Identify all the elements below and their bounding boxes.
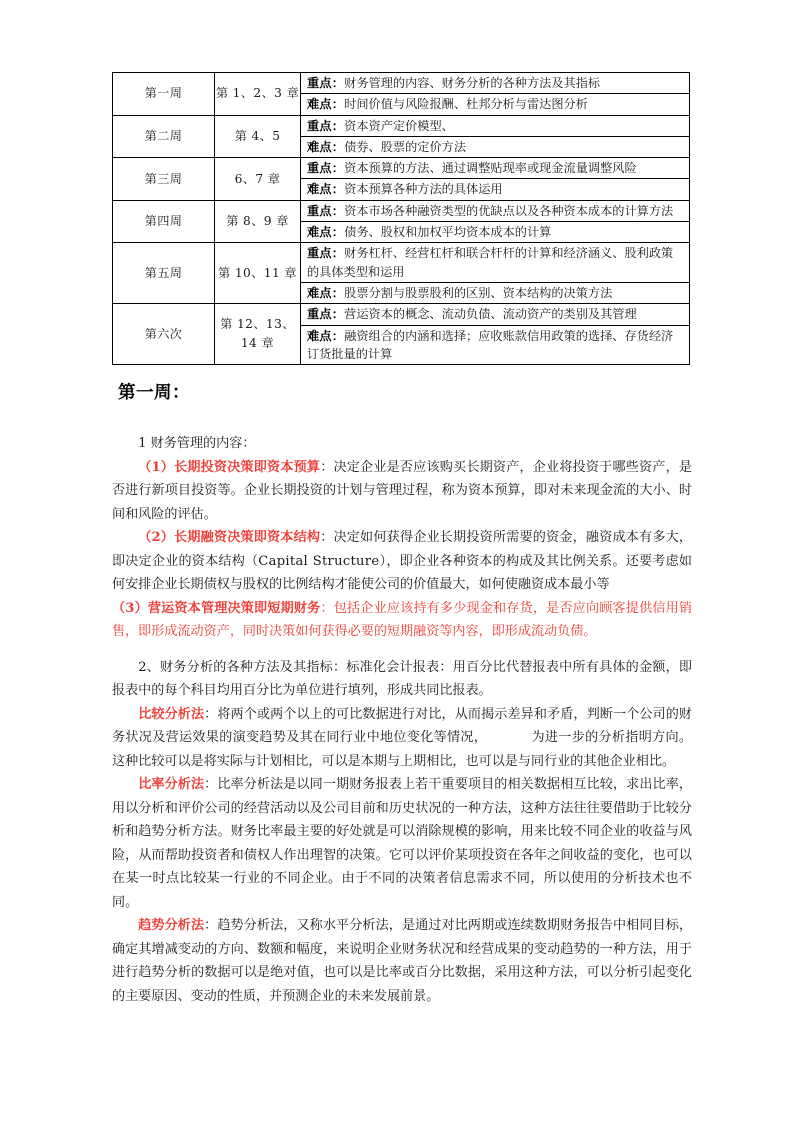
course-schedule-table-wrapper: [112, 72, 690, 365]
table-row: [113, 115, 690, 158]
paragraph-1-title: 1 财务管理的内容：: [138, 436, 256, 451]
hard-points-text: 融资组合的内涵和选择；应收账款信用政策的选择、存货经济订货批量的计算: [307, 328, 674, 361]
detail-cell: [301, 243, 690, 304]
week-label: 第五周: [113, 243, 215, 304]
table-row: [113, 158, 690, 201]
hard-points-tag: 难点：: [307, 97, 345, 112]
table-row: [113, 200, 690, 243]
hard-points-tag: 难点：: [307, 285, 345, 300]
hard-points-row: [301, 136, 689, 157]
label-long-term-financing: （2）长期融资决策即资本结构: [138, 530, 321, 545]
table-row: [113, 304, 690, 365]
key-points-tag: 重点：: [307, 203, 345, 218]
label-long-term-investment: （1）长期投资决策即资本预算: [138, 459, 321, 475]
term-capital-structure: Capital Structure: [258, 553, 380, 569]
key-points-tag: 重点：: [307, 76, 345, 90]
chapter-label: 第 4、5: [215, 115, 301, 158]
key-points-row: [301, 73, 689, 93]
hard-points-row: [301, 282, 689, 303]
chapter-label: 6、7 章: [215, 158, 301, 201]
paragraph-6-text-a: ：将两个或两个以上的可比数据进行对比，从而揭示差异和矛盾，判断一个公司的财务状况及营运效果的演变趋势及其在同行业中地位变化等情况，: [112, 706, 693, 745]
paragraph-3-text-a: ：决定如何获得企业长期投资所需要的资金，融资成本有多大，即决定企业的资本结构（: [112, 530, 692, 569]
table-row: [113, 243, 690, 304]
label-ratio-analysis: 比率分析法: [138, 777, 205, 792]
paragraph-4-text: ：包括企业应该持有多少现金和存货，是否应向顾客提供信用销售，即形成流动资产，同时决策如何获得必要的短期融资等内容，即形成流动负债。: [112, 600, 692, 639]
hard-points-text: 债券、股票的定价方法: [344, 139, 467, 154]
chapter-label: 第 12、13、14 章: [215, 304, 301, 365]
week-label: 第三周: [113, 158, 215, 201]
hard-points-tag: 难点：: [307, 328, 345, 343]
week-label: 第六次: [113, 304, 215, 365]
detail-cell: [301, 200, 690, 243]
hard-points-text: 债务、股权和加权平均资本成本的计算: [344, 225, 552, 240]
key-points-row: [301, 243, 689, 282]
key-points-row: [301, 158, 689, 178]
paragraph-5: 2、财务分析的各种方法及其指标：标准化会计报表：用百分比代替报表中所有具体的金额，即报表中的每个科目均用百分比为单位进行填列，形成共同比报表。: [112, 659, 692, 698]
key-points-tag: 重点：: [307, 307, 345, 322]
hard-points-tag: 难点：: [307, 139, 345, 154]
key-points-text: 资本资产定价模型、: [344, 118, 454, 133]
week-label: 第二周: [113, 115, 215, 158]
hard-points-row: [301, 221, 689, 242]
key-points-text: 资本预算的方法、通过调整贴现率或现金流量调整风险: [344, 161, 637, 176]
paragraph-8-text: ：趋势分析法，又称水平分析法，是通过对比两期或连续数期财务报告中相同目标，确定其增减变动的方向、数额和幅度，来说明企业财务状况和经营成果的变动趋势的一种方法，用于进行趋势分析的数据可以是绝对值，也可以是比率或百分比数据，采用这种方法，可以分析引起变化的主要原因、变动的性质，并预测企业的未来发展前景。: [112, 918, 693, 1004]
paragraph-6-text-b: 为进一步的分析指明方向。这种比较可以是将实际与计划相比，可以是本期与上期相比，也可以是与同行业的其他企业相比。: [112, 730, 693, 769]
detail-cell: [301, 158, 690, 201]
hard-points-row: [301, 93, 689, 114]
detail-cell: [301, 73, 690, 116]
week-label: 第一周: [113, 73, 215, 116]
hard-points-tag: 难点：: [307, 225, 345, 240]
chapter-label: 第 8、9 章: [215, 200, 301, 243]
key-points-tag: 重点：: [307, 246, 345, 261]
hard-points-row: [301, 325, 689, 365]
paragraph-3-text-b: ），即企业各种资本的构成及其比例关系。还要考虑如何安排企业长期债权与股权的比例结构才能使公司的价值最大，如何使融资成本最小等: [112, 553, 693, 592]
course-schedule-table: [112, 72, 690, 365]
paragraph-2: [112, 456, 692, 527]
hard-points-tag: 难点：: [307, 182, 345, 197]
key-points-row: [301, 116, 689, 136]
key-points-text: 资本市场各种融资类型的优缺点以及各种资本成本的计算方法: [344, 203, 674, 218]
key-points-text: 财务杠杆、经营杠杆和联合杆杆的计算和经济涵义、股利政策的具体类型和运用: [307, 246, 674, 279]
hard-points-row: [301, 178, 689, 199]
paragraph-7: [112, 773, 692, 914]
paragraph-6: [112, 703, 692, 774]
key-points-tag: 重点：: [307, 161, 345, 176]
key-points-text: 财务管理的内容、财务分析的各种方法及其指标: [344, 76, 601, 90]
paragraph-2-text: ：决定企业是否应该购买长期资产，企业将投资于哪些资产，是否进行新项目投资等。企业长期投资的计划与管理过程，称为资本预算，即对未来现金流的大小、时间和风险的评估。: [112, 459, 692, 522]
label-working-capital: （3）营运资本管理决策即短期财务: [112, 600, 321, 616]
paragraph-4: [112, 597, 692, 644]
page-title: 第一周：: [118, 383, 190, 403]
hard-points-text: 时间价值与风险报酬、杜邦分析与雷达图分析: [344, 97, 588, 112]
chapter-label: 第 10、11 章: [215, 243, 301, 304]
label-comparative-analysis: 比较分析法: [138, 706, 205, 722]
body-content: [112, 432, 692, 1008]
key-points-row: [301, 201, 689, 221]
key-points-text: 营运资本的概念、流动负债、流动资产的类别及其管理: [344, 307, 637, 322]
chapter-label: 第 1、2、3 章: [215, 73, 301, 116]
key-points-tag: 重点：: [307, 118, 345, 133]
paragraph-8: [112, 914, 692, 1008]
week-label: 第四周: [113, 200, 215, 243]
paragraph-7-text: ：比率分析法是以同一期财务报表上若干重要项目的相关数据相互比较，求出比率，用以分析和评价公司的经营活动以及公司目前和历史状况的一种方法，这种方法往往要借助于比较分析和趋势分析方法。财务比率最主要的好处就是可以消除规模的影响，用来比较不同企业的收益与风险，从而帮助投资者和债权人作出理智的决策。它可以评价某项投资在各年之间收益的变化，也可以在某一时点比较某一行业的不同企业。由于不同的决策者信息需求不同，所以使用的分析技术也不同。: [112, 777, 693, 910]
hard-points-text: 资本预算各种方法的具体运用: [344, 182, 503, 197]
paragraph-3: [112, 526, 692, 597]
key-points-row: [301, 304, 689, 324]
table-row: [113, 73, 690, 116]
detail-cell: [301, 304, 690, 365]
table-body: [113, 73, 690, 365]
label-trend-analysis: 趋势分析法: [138, 918, 205, 933]
hard-points-text: 股票分割与股票股利的区别、资本结构的决策方法: [344, 285, 613, 300]
detail-cell: [301, 115, 690, 158]
